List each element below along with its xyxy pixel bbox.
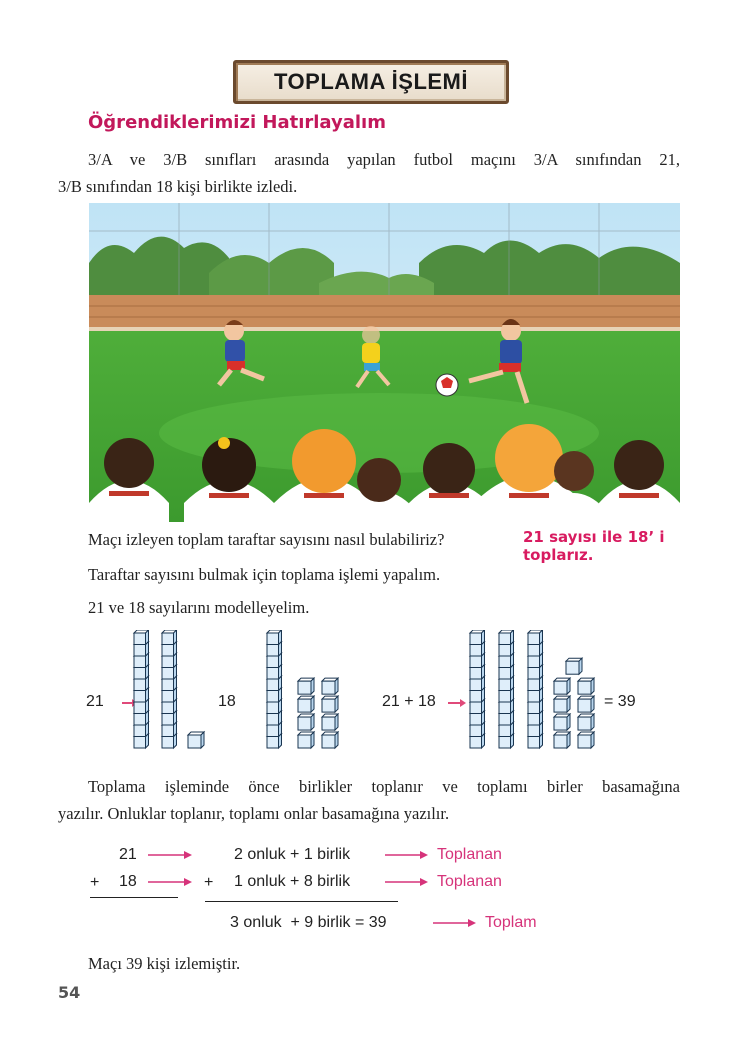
section-heading: Öğrendiklerimizi Hatırlayalım: [88, 112, 386, 133]
model-result: = 39: [604, 693, 636, 710]
calc-addend-1-tag: Toplanan: [437, 846, 502, 863]
conclusion-text: Maçı 39 kişi izlemiştir.: [88, 954, 241, 973]
calc-addend-2-tag: Toplanan: [437, 873, 502, 890]
ten-rod-block: [162, 630, 177, 645]
one-unit-block: [322, 678, 338, 694]
one-unit-block: [566, 658, 582, 674]
explanation-line-1: Toplama işleminde önce birlikler toplanır ve toplamı birler basamağına: [88, 777, 680, 796]
one-unit-block: [554, 678, 570, 694]
football-match-illustration: [89, 203, 680, 522]
one-unit-block: [578, 732, 594, 748]
page-number: 54: [58, 983, 81, 1002]
ten-rod-block: [134, 630, 149, 645]
one-unit-block: [322, 696, 338, 712]
answer-text: 21 sayısı ile 18’ i toplarız.: [523, 528, 665, 564]
calc-addend-2: 18: [119, 873, 137, 890]
ten-rod-block: [470, 630, 485, 645]
intro-line-1: 3/A ve 3/B sınıfları arasında yapılan futbol maçını 3/A sınıfından 21,: [88, 150, 680, 169]
one-unit-block: [298, 678, 314, 694]
one-unit-block: [554, 696, 570, 712]
calc-arrows: [0, 840, 737, 940]
base-ten-models: [110, 630, 650, 754]
one-unit-block: [322, 732, 338, 748]
instruction-line-1: Taraftar sayısını bulmak için toplama işlemi yapalım.: [88, 565, 441, 584]
intro-line-2: 3/B sınıfından 18 kişi birlikte izledi.: [58, 177, 298, 196]
calc-result-tag: Toplam: [485, 914, 537, 931]
one-unit-block: [322, 714, 338, 730]
one-unit-block: [554, 732, 570, 748]
ten-rod-block: [267, 630, 282, 645]
one-unit-block: [578, 696, 594, 712]
one-unit-block: [298, 714, 314, 730]
explanation-line-2: yazılır. Onluklar toplanır, toplamı onlar basamağına yazılır.: [58, 804, 450, 823]
page-title: TOPLAMA İŞLEMİ: [233, 60, 509, 104]
calc-plus-sign: +: [90, 874, 100, 891]
ten-rod-block: [499, 630, 514, 645]
model-label-sum: 21 + 18: [382, 693, 436, 710]
one-unit-block: [188, 732, 204, 748]
calc-addend-1-expr: 2 onluk + 1 birlik: [234, 846, 351, 863]
one-unit-block: [578, 714, 594, 730]
instruction-line-2: 21 ve 18 sayılarını modelleyelim.: [88, 598, 310, 617]
calc-expr-plus-sign: +: [204, 874, 214, 891]
question-text: Maçı izleyen toplam taraftar sayısını nasıl bulabiliriz?: [88, 530, 445, 549]
calc-result-expr: 3 onluk + 9 birlik = 39: [230, 914, 387, 931]
one-unit-block: [578, 678, 594, 694]
model-label-18: 18: [218, 693, 236, 710]
one-unit-block: [298, 732, 314, 748]
model-label-21: 21: [86, 693, 104, 710]
calc-addend-1: 21: [119, 846, 137, 863]
ten-rod-block: [528, 630, 543, 645]
one-unit-block: [554, 714, 570, 730]
calc-addend-2-expr: 1 onluk + 8 birlik: [234, 873, 351, 890]
one-unit-block: [298, 696, 314, 712]
